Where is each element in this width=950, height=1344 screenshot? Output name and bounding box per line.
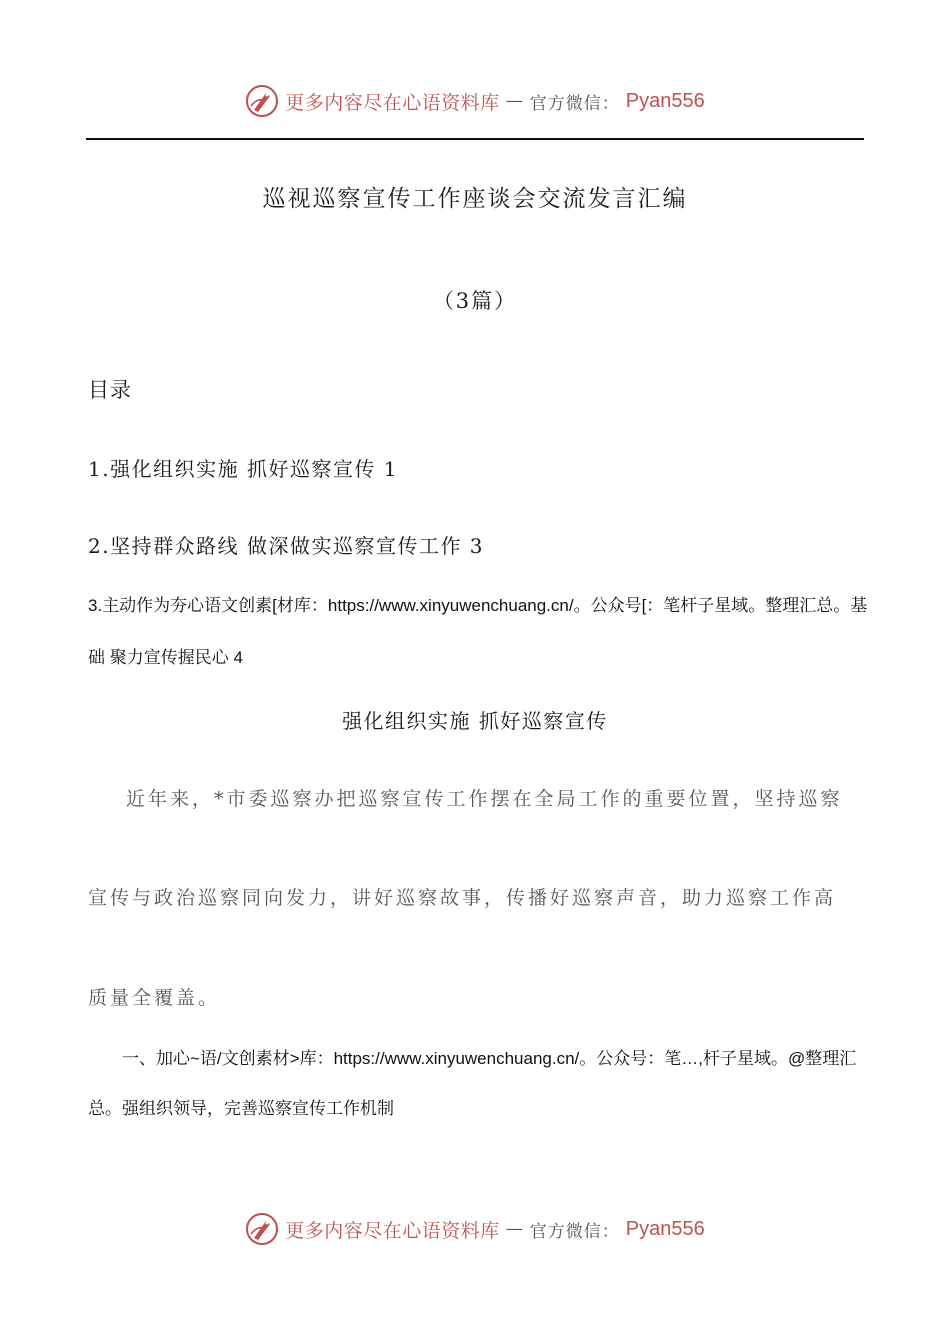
section-point-1	[88, 1034, 868, 1134]
paragraph-line: 宣传与政治巡察同向发力，讲好巡察故事，传播好巡察声音，助力巡察工作高	[88, 887, 837, 909]
document-subtitle: （3篇）	[432, 289, 518, 313]
header-wechat-label: 官方微信：	[529, 93, 620, 114]
paragraph-line: 近年来，*市委巡察办把巡察宣传工作摆在全局工作的重要位置，坚持巡察	[126, 788, 843, 810]
paragraph-line: 质量全覆盖。	[88, 987, 221, 1009]
toc-item: 3.主动作为夯心语文创素[材库：https://www.xinyuwenchuang.cn/。公众号[：笔杆子星域。整理汇总。基础 聚力宣传握民心 4	[88, 596, 868, 667]
toc-item: 1.强化组织实施 抓好巡察宣传 1	[88, 457, 399, 481]
header-wechat-handle: Pyan556	[625, 89, 705, 112]
section-title: 强化组织实施 抓好巡察宣传	[342, 709, 608, 733]
toc-heading: 目录	[88, 378, 132, 402]
header-brand-text: 更多内容尽在心语资料库	[285, 91, 500, 114]
header-dash: —	[505, 91, 524, 111]
pen-nib-logo-icon	[245, 1212, 279, 1246]
footer-wechat-label: 官方微信：	[529, 1221, 620, 1242]
footer-banner	[0, 1212, 950, 1246]
footer-dash: —	[505, 1219, 524, 1239]
footer-brand-text: 更多内容尽在心语资料库	[285, 1219, 500, 1242]
toc-item: 2.坚持群众路线 做深做实巡察宣传工作 3	[88, 534, 485, 558]
document-title: 巡视巡察宣传工作座谈会交流发言汇编	[262, 186, 688, 212]
section-point-1-text: 一、加心~语/文创素材>库：https://www.xinyuwenchuang.cn/。公众号：笔…,杆子星域。@整理汇总。强组织领导，完善巡察宣传工作机制	[88, 1049, 857, 1118]
pen-nib-logo-icon	[245, 84, 279, 118]
header-divider	[86, 138, 864, 140]
footer-wechat-handle: Pyan556	[625, 1217, 705, 1240]
header-banner	[0, 84, 950, 118]
